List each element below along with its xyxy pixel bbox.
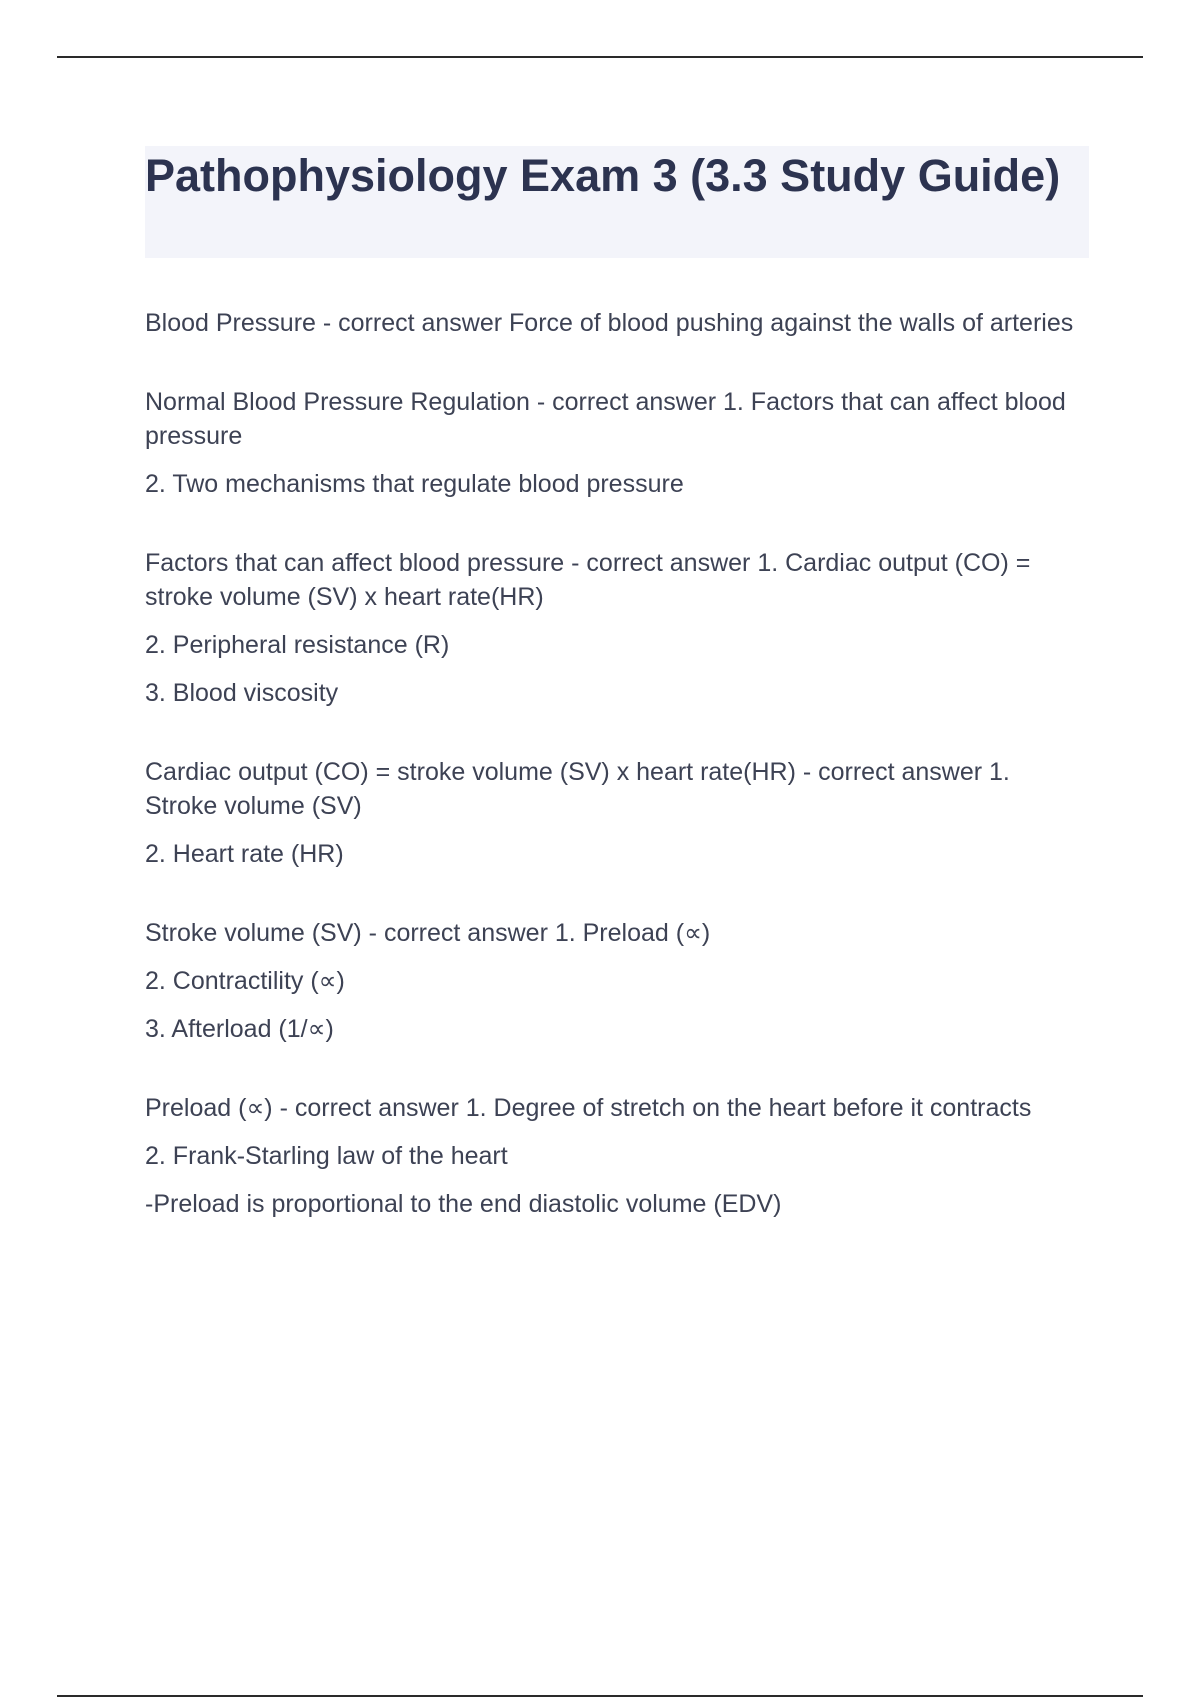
card-line: 2. Heart rate (HR): [145, 840, 344, 868]
flashcard-list: [145, 306, 1089, 1221]
card-line: Stroke volume (SV) - correct answer 1. Preload (∝): [145, 919, 711, 947]
card-line: 3. Afterload (1/∝): [145, 1015, 334, 1043]
title-box: [145, 146, 1089, 258]
flashcard: [145, 306, 1089, 340]
flashcard: [145, 546, 1089, 710]
flashcard: [145, 1091, 1089, 1221]
top-rule: [57, 56, 1143, 58]
card-line: Cardiac output (CO) = stroke volume (SV) x heart rate(HR) - correct answer 1. Stroke volume (SV): [145, 758, 1010, 820]
bottom-rule: [57, 1695, 1143, 1697]
card-line: 2. Peripheral resistance (R): [145, 631, 450, 659]
card-line: 2. Contractility (∝): [145, 967, 345, 995]
card-line: Preload (∝) - correct answer 1. Degree of stretch on the heart before it contracts: [145, 1094, 1032, 1122]
card-line: 2. Frank-Starling law of the heart: [145, 1142, 508, 1170]
card-line: -Preload is proportional to the end diastolic volume (EDV): [145, 1190, 782, 1218]
document-page: [145, 146, 1089, 1266]
card-line: 2. Two mechanisms that regulate blood pressure: [145, 470, 684, 498]
card-line: Normal Blood Pressure Regulation - correct answer 1. Factors that can affect blood pressure: [145, 388, 1066, 450]
flashcard: [145, 916, 1089, 1046]
card-line: Blood Pressure - correct answer Force of blood pushing against the walls of arteries: [145, 309, 1074, 337]
page-title: Pathophysiology Exam 3 (3.3 Study Guide): [145, 150, 1061, 201]
card-line: 3. Blood viscosity: [145, 679, 339, 707]
flashcard: [145, 755, 1089, 871]
card-line: Factors that can affect blood pressure - correct answer 1. Cardiac output (CO) = stroke volume (SV) x heart rate(HR): [145, 549, 1031, 611]
flashcard: [145, 385, 1089, 501]
